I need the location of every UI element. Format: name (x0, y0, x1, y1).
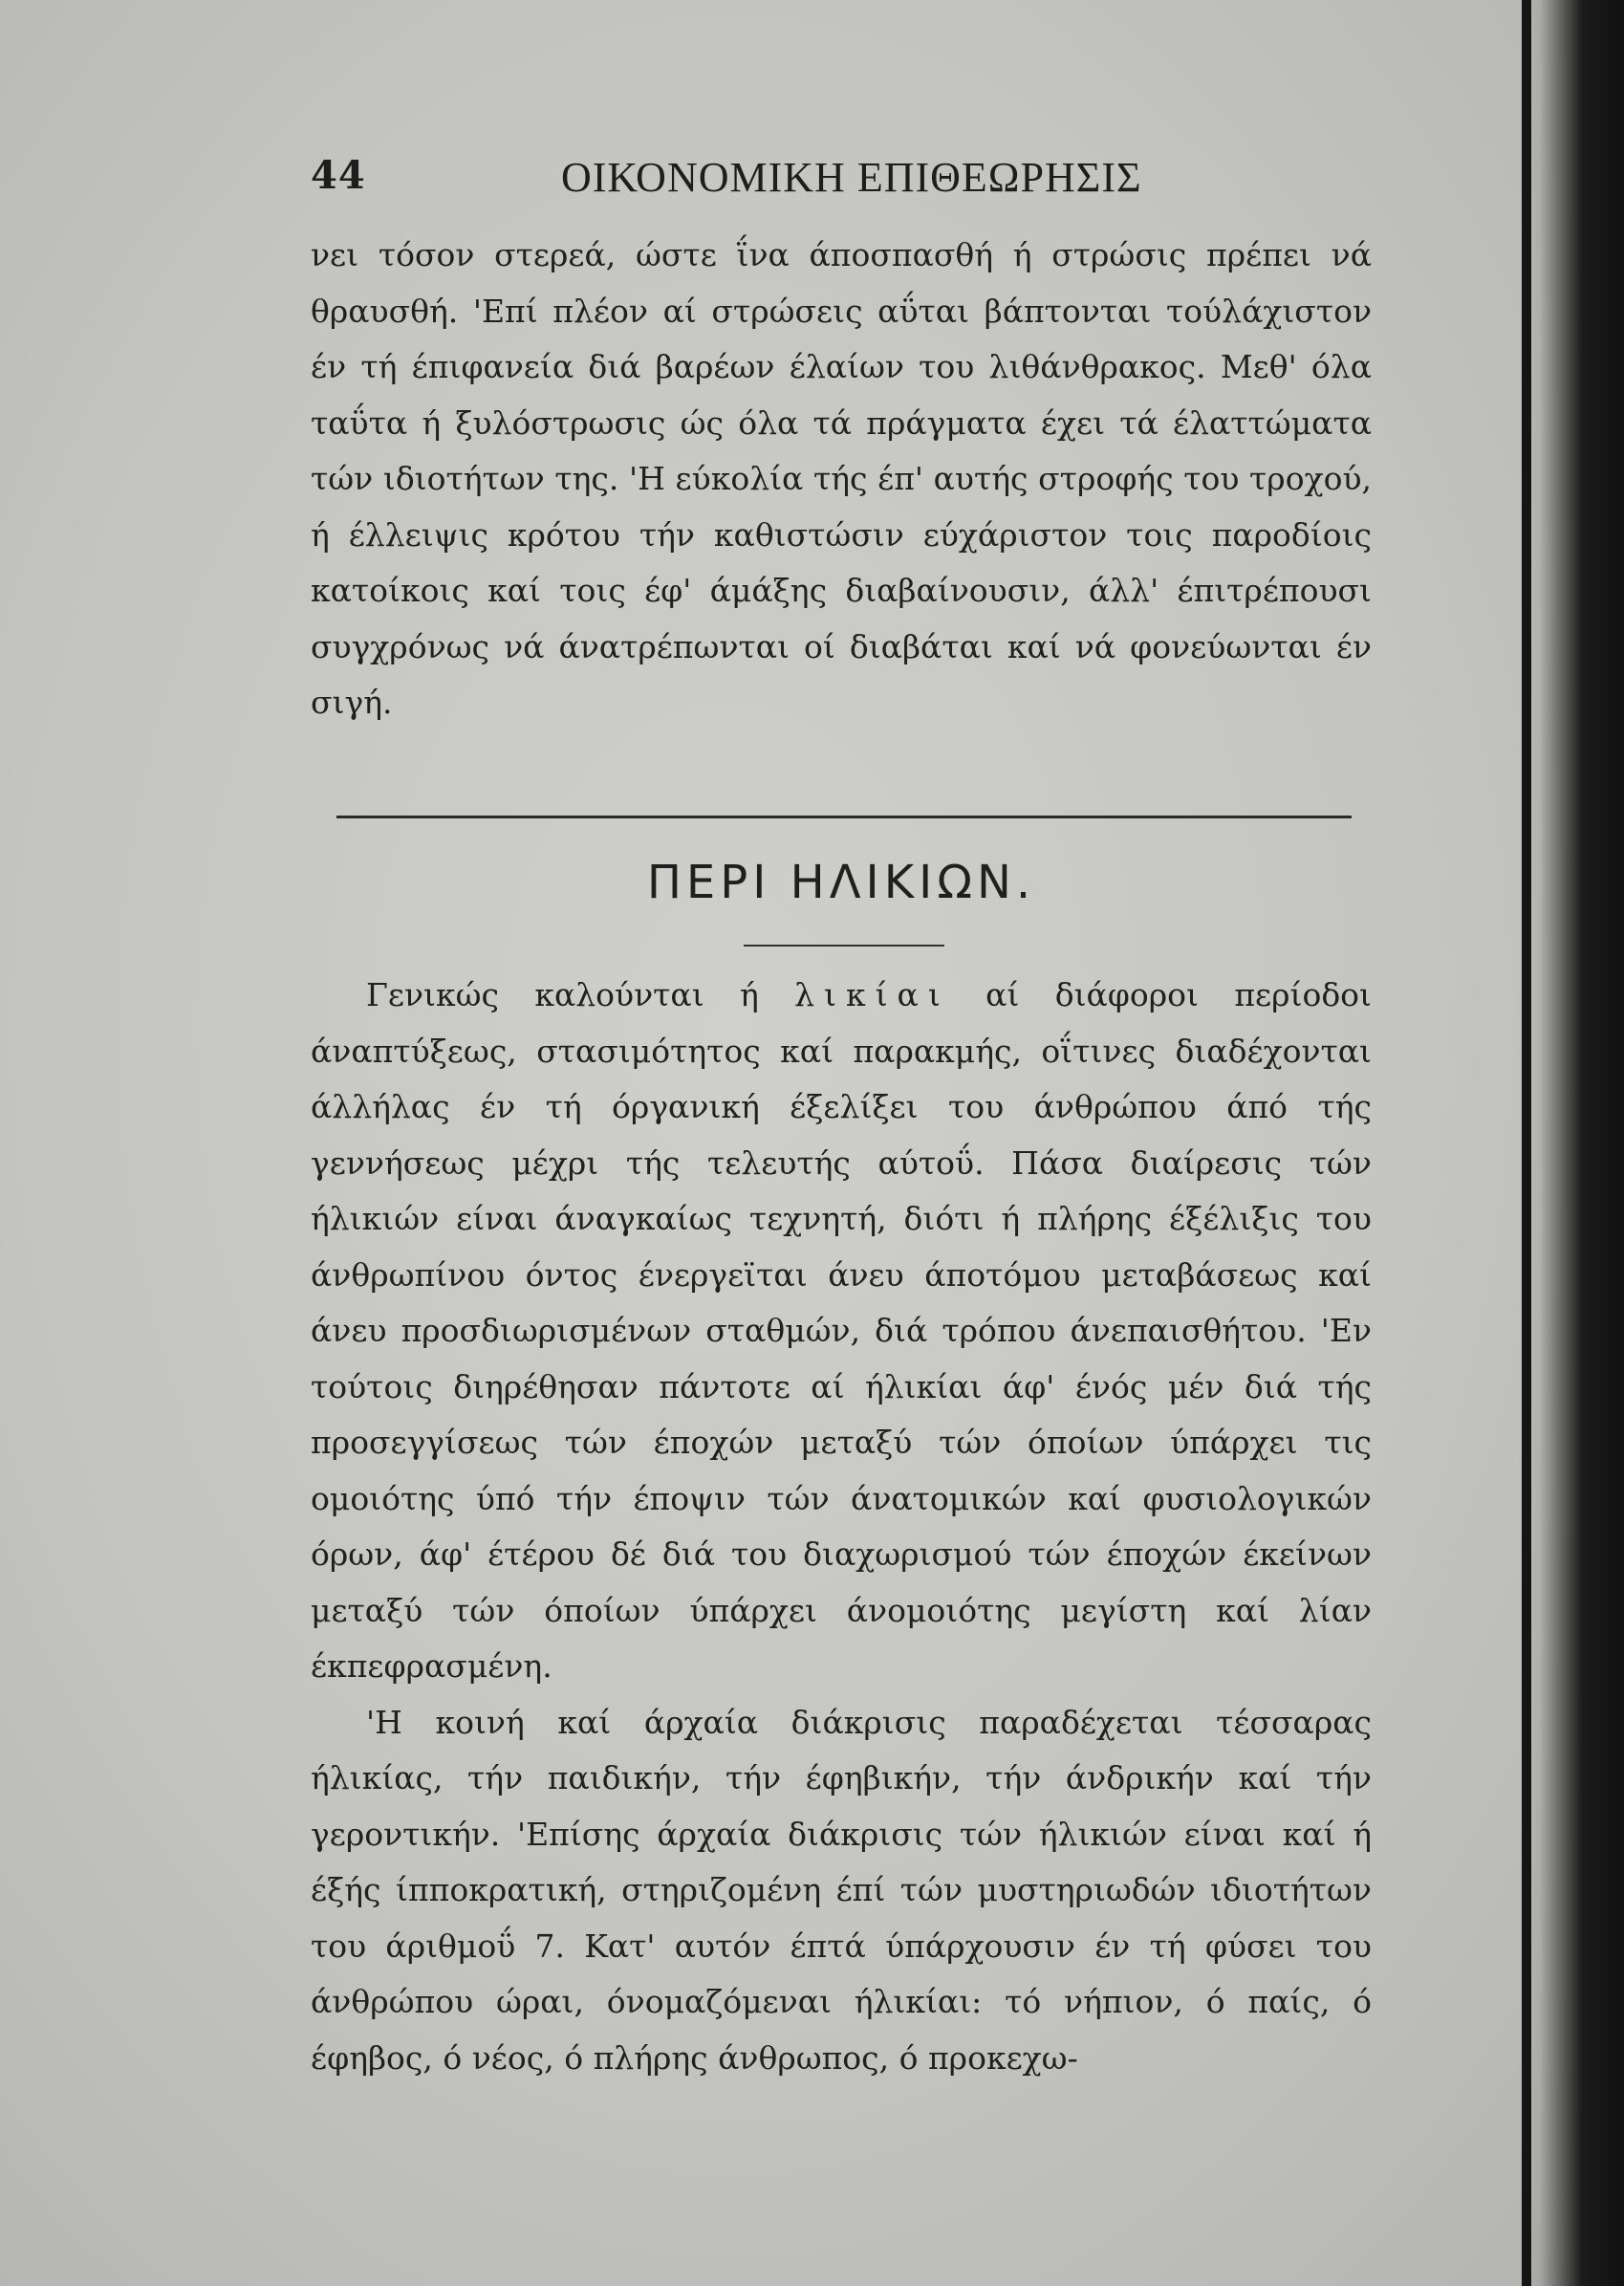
continuation-text-block (311, 228, 1372, 731)
section-divider-rule (336, 816, 1352, 818)
section-body (311, 968, 1372, 2086)
page-number: 44 (311, 153, 366, 198)
running-header (311, 153, 1372, 210)
paragraph-ages-definition (311, 968, 1372, 1695)
paragraph-lead: Γενικώς καλούνται ή (366, 976, 759, 1013)
paragraph-ages-classification: 'Η κοινή καί άρχαία διάκρισις παραδέχεται τέσσαρας ήλικίας, τήν παιδικήν, τήν έφηβικήν, τήν άνδρικήν καί τήν γεροντικήν. 'Επίσης άρχαία διάκρισις τών ήλικιών είναι καί ή έξής ίπποκρατική, στηριζομένη έπί τών μυστηριωδών ιδιοτήτων του άριθμοΰ 7. Κατ' αυτόν έπτά ύπάρχουσιν έν τή φύσει του άνθρώπου ώραι, όνομαζόμεναι ήλικίαι: τό νήπιον, ό παίς, ό έφηβος, ό νέος, ό πλήρης άνθρωπος, ό προκεχω- (311, 1703, 1372, 2077)
continuation-paragraph: νει τόσον στερεά, ώστε ΐνα άποσπασθή ή στρώσις πρέπει νά θραυσθή. 'Επί πλέον αί στρώσεις αΰται βάπτονται τούλάχιστον έν τή έπιφανεία διά βαρέων έλαίων του λιθάνθρακος. Μεθ' όλα ταΰτα ή ξυλόστρωσις ώς όλα τά πράγματα έχει τά έλαττώματα τών ιδιοτήτων της. 'Η εύκολία τής έπ' αυτής στροφής του τροχού, ή έλλειψις κρότου τήν καθιστώσιν εύχάριστον τοις παροδίοις κατοίκοις καί τοις έφ' άμάξης διαβαίνουσιν, άλλ' έπιτρέπουσι συγχρόνως νά άνατρέπωνται οί διαβάται καί νά φονεύωνται έν σιγή. (311, 236, 1372, 721)
page-edge-shadow (1519, 0, 1624, 2286)
paragraph-rest: αί διάφοροι περίοδοι άναπτύξεως, στασιμότητος καί παρακμής, οΐτινες διαδέχονται άλλήλας έν τή όργανική έξελίξει του άνθρώπου άπό τής γεννήσεως μέχρι τής τελευτής αύτοΰ. Πάσα διαίρεσις τών ήλικιών είναι άναγκαίως τεχνητή, διότι ή πλήρης έξέλιξις του άνθρωπίνου όντος ένεργεϊται άνευ άποτόμου μεταβάσεως καί άνευ προσδιωρισμένων σταθμών, διά τρόπου άνεπαισθήτου. 'Εν τούτοις διηρέθησαν πάντοτε αί ήλικίαι άφ' ένός μέν διά τής προσεγγίσεως τών έποχών μεταξύ τών όποίων ύπάρχει τις ομοιότης ύπό τήν έποψιν τών άνατομικών καί φυσιολογικών όρων, άφ' έτέρου δέ διά του διαχωρισμού τών έποχών έκείνων μεταξύ τών όποίων ύπάρχει άνομοιότης μεγίστη καί λίαν έκπεφρασμένη. (311, 976, 1372, 1685)
heading-underline-rule (744, 945, 944, 947)
journal-title: ΟΙΚΟΝΟΜΙΚΗ ΕΠΙΘΕΩΡΗΣΙΣ (561, 154, 1142, 201)
section-heading: ΠΕΡΙ ΗΛΙΚΙΩΝ. (646, 856, 1036, 909)
emphasized-term: λικίαι (794, 976, 950, 1013)
